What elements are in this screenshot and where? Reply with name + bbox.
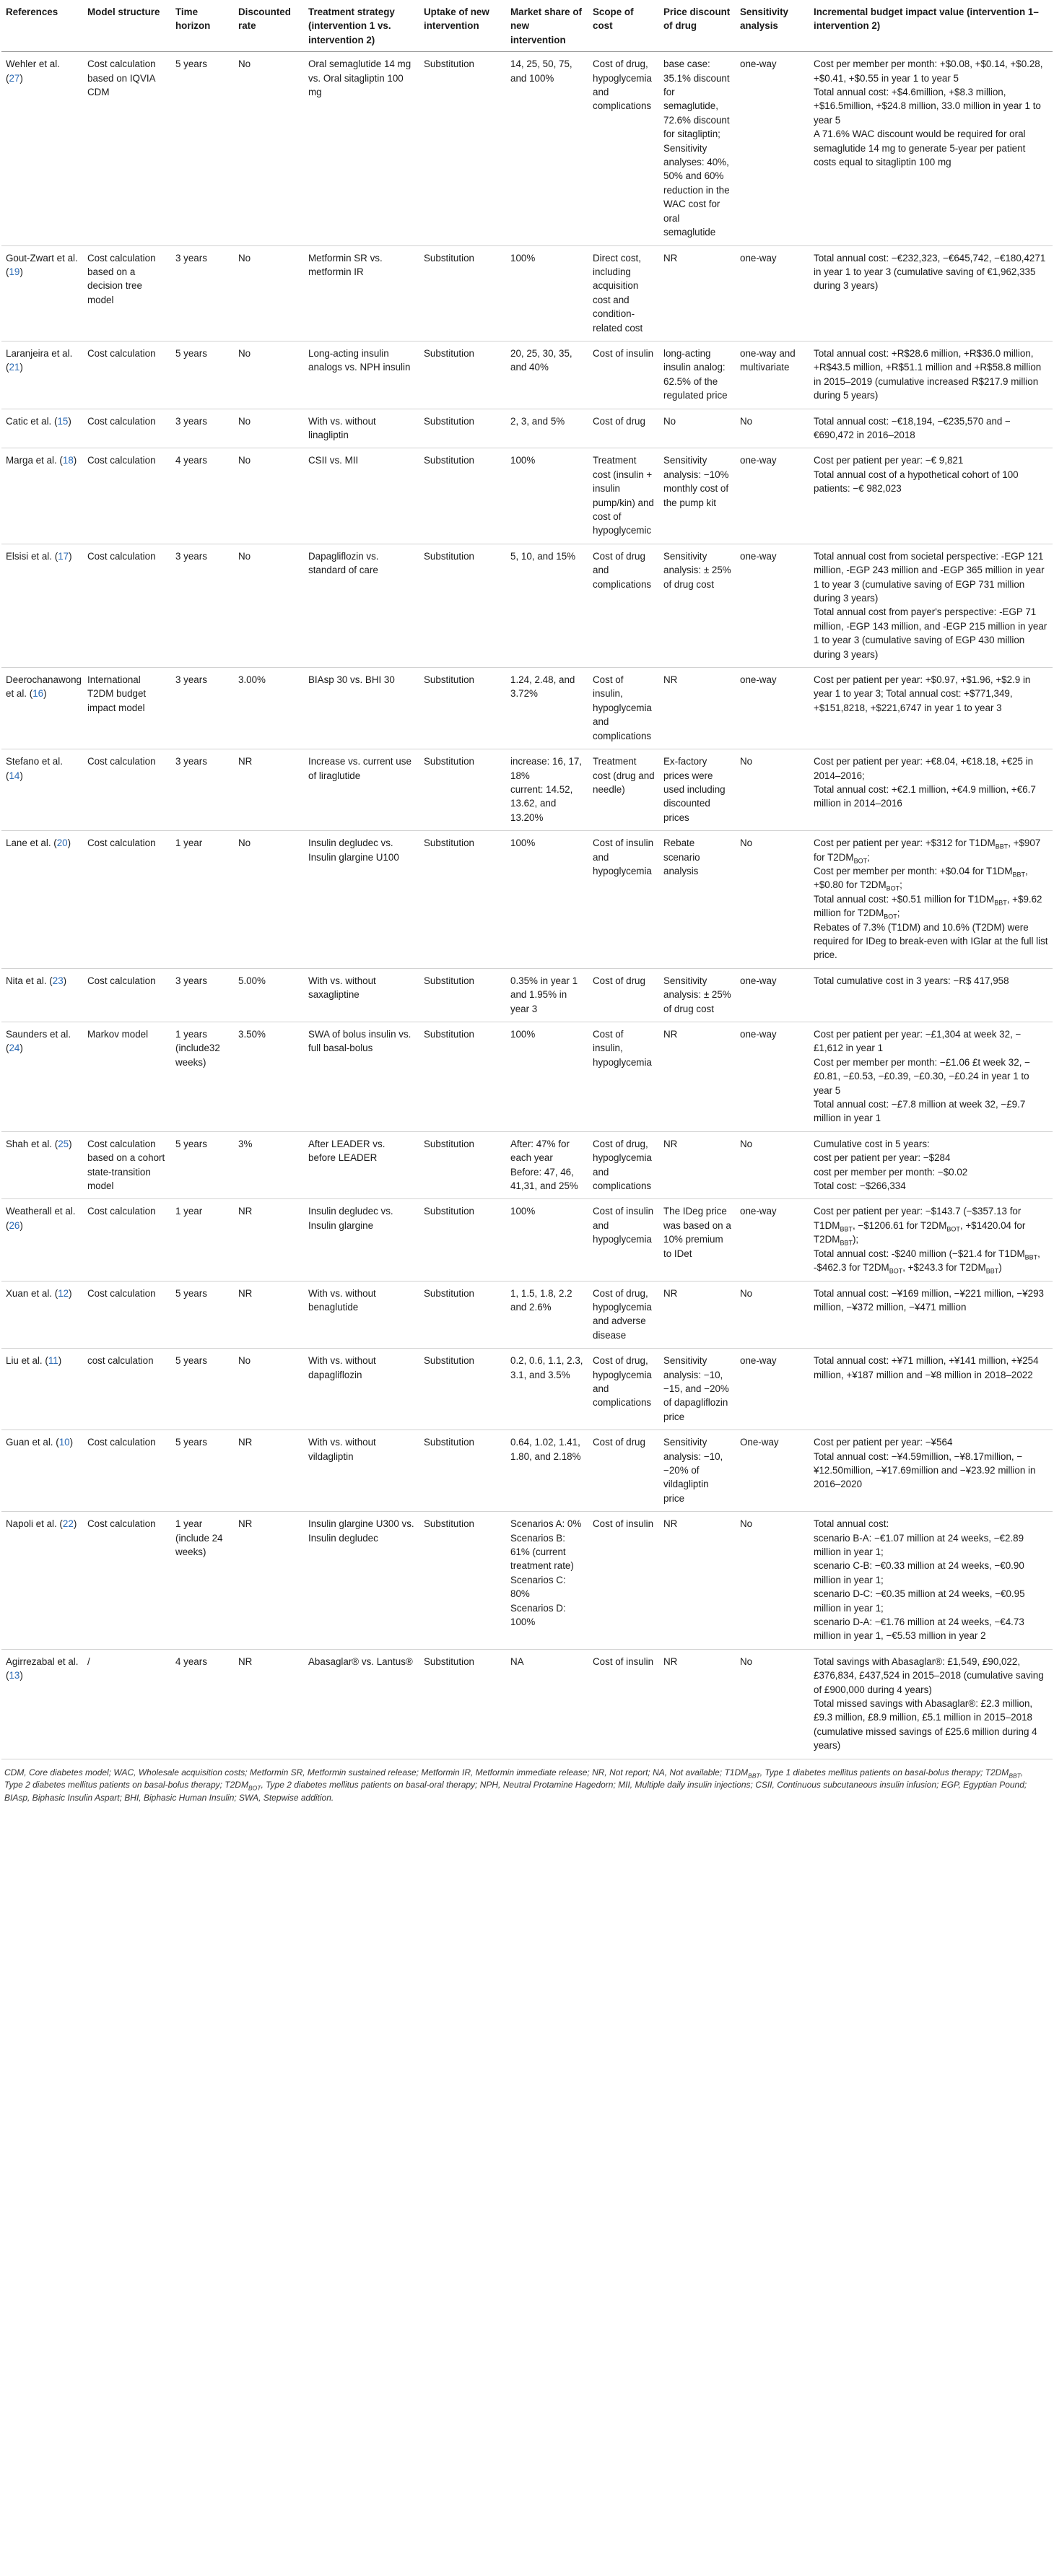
treatment-strategy-cell: With vs. without saxagliptine — [304, 968, 419, 1022]
reference-link[interactable]: 14 — [9, 770, 20, 781]
incremental-budget-impact-cell: Total annual cost: −€18,194, −€235,570 and −€690,472 in 2016–2018 — [809, 409, 1053, 448]
table-row — [1, 968, 1053, 1022]
reference-name: Elsisi et al. ( — [6, 550, 58, 562]
incremental-budget-impact-cell: Total annual cost: scenario B-A: −€1.07 million at 24 weeks, −€2.89 million in year 1; scenario C-B: −€0.33 million at 24 weeks, −€0.90 million in year 1; scenario D-C: −€0.35 million at 24 weeks, −€0.95 million in year 1; scenario D-A: −€1.76 million at 24 weeks, −€4.73 million in year 1, −€5.53 million in year 2 — [809, 1512, 1053, 1650]
market-share-cell: 2, 3, and 5% — [506, 409, 588, 448]
scope-of-cost-cell: Cost of insulin — [588, 1649, 659, 1759]
sensitivity-analysis-cell: No — [736, 1649, 809, 1759]
incremental-budget-impact-cell: Total annual cost: −¥169 million, −¥221 million, −¥293 million, −¥372 million, −¥471 million — [809, 1281, 1053, 1349]
market-share-cell: 5, 10, and 15% — [506, 544, 588, 667]
reference-cell: Xuan et al. (12) — [1, 1281, 83, 1349]
model-structure-cell: Cost calculation — [83, 409, 171, 448]
sensitivity-analysis-cell: one-way — [736, 448, 809, 544]
header-sensitivity-analysis: Sensitivity analysis — [736, 0, 809, 52]
discounted-rate-cell: 3.00% — [234, 668, 304, 749]
uptake-cell: Substitution — [419, 1430, 506, 1512]
price-discount-cell: NR — [659, 245, 736, 341]
table-footnote: CDM, Core diabetes model; WAC, Wholesale acquisition costs; Metformin SR, Metformin sustained release; Metformin IR, Metformin immediate release; NR, Not report; NA, Not available; $T1DM_{BBT}$, Type 1 diabetes mellitus patients on basal-bolus therapy; $T2DM_{BBT}$, Type 2 diabetes mellitus patients on basal-bolus therapy; $T2DM_{BOT}$, Type 2 diabetes mellitus patients on basal-oral therapy; NPH, Neutral Protamine Hagedorn; MII, Multiple daily insulin injections; CSII, Continuous subcutaneous insulin infusion; EGP, Egyptian Pound; BIAsp, Biphasic Insulin Aspart; BHI, Biphasic Human Insulin; SWA, Stepwise addition. — [4, 1767, 1027, 1803]
scope-of-cost-cell: Cost of drug, hypoglycemia and complications — [588, 1131, 659, 1199]
reference-cell: Saunders et al. (24) — [1, 1022, 83, 1132]
scope-of-cost-cell: Cost of drug, hypoglycemia and adverse disease — [588, 1281, 659, 1349]
model-structure-cell: Cost calculation — [83, 1430, 171, 1512]
discounted-rate-cell: NR — [234, 749, 304, 831]
time-horizon-cell: 5 years — [171, 341, 234, 409]
time-horizon-cell: 3 years — [171, 245, 234, 341]
reference-link[interactable]: 20 — [56, 837, 68, 849]
model-structure-cell: Cost calculation — [83, 749, 171, 831]
discounted-rate-cell: NR — [234, 1430, 304, 1512]
incremental-budget-impact-cell: Cost per patient per year: −€ 9,821 Total annual cost of a hypothetical cohort of 100 patients: −€ 982,023 — [809, 448, 1053, 544]
time-horizon-cell: 3 years — [171, 409, 234, 448]
table-row — [1, 1281, 1053, 1349]
header-model-structure: Model structure — [83, 0, 171, 52]
time-horizon-cell: 3 years — [171, 968, 234, 1022]
model-structure-cell: Markov model — [83, 1022, 171, 1132]
header-market-share: Market share of new intervention — [506, 0, 588, 52]
reference-link[interactable]: 17 — [58, 550, 69, 562]
scope-of-cost-cell: Cost of drug, hypoglycemia and complications — [588, 52, 659, 245]
market-share-cell: 0.2, 0.6, 1.1, 2.3, 3.1, and 3.5% — [506, 1349, 588, 1430]
table-row — [1, 544, 1053, 667]
sensitivity-analysis-cell: No — [736, 749, 809, 831]
table-row — [1, 409, 1053, 448]
reference-name: Lane et al. ( — [6, 837, 57, 849]
incremental-budget-impact-cell: Cost per patient per year: −$143.7 (−$357.13 for $T1DM_{BBT}$, −$1206.61 for $T2DM_{BOT}$, +$1420.04 for $T2DM_{BBT}$); Total annual cost: -$240 million (−$21.4 for $T1DM_{BBT}$, -$462.3 for $T2DM_{BOT}$, +$243.3 for $T2DM_{BBT}$) — [809, 1199, 1053, 1281]
reference-link[interactable]: 13 — [9, 1670, 20, 1681]
treatment-strategy-cell: Increase vs. current use of liraglutide — [304, 749, 419, 831]
incremental-budget-impact-cell: Total cumulative cost in 3 years: −R$ 417,958 — [809, 968, 1053, 1022]
sensitivity-analysis-cell: one-way — [736, 668, 809, 749]
discounted-rate-cell: NR — [234, 1199, 304, 1281]
reference-link[interactable]: 15 — [57, 415, 69, 427]
sensitivity-analysis-cell: one-way — [736, 1199, 809, 1281]
price-discount-cell: No — [659, 409, 736, 448]
treatment-strategy-cell: Long-acting insulin analogs vs. NPH insulin — [304, 341, 419, 409]
incremental-budget-impact-cell: Total annual cost: −€232,323, −€645,742, −€180,4271 in year 1 to year 3 (cumulative saving of €1,962,335 during 3 years) — [809, 245, 1053, 341]
uptake-cell: Substitution — [419, 1022, 506, 1132]
scope-of-cost-cell: Cost of insulin, hypoglycemia — [588, 1022, 659, 1132]
reference-link[interactable]: 25 — [58, 1138, 69, 1149]
scope-of-cost-cell: Treatment cost (insulin + insulin pump/kin) and cost of hypoglycemic — [588, 448, 659, 544]
market-share-cell: 0.35% in year 1 and 1.95% in year 3 — [506, 968, 588, 1022]
table-row — [1, 448, 1053, 544]
table-row — [1, 831, 1053, 969]
header-discounted-rate: Discounted rate — [234, 0, 304, 52]
discounted-rate-cell: No — [234, 1349, 304, 1430]
reference-link[interactable]: 10 — [58, 1437, 70, 1448]
discounted-rate-cell: No — [234, 245, 304, 341]
uptake-cell: Substitution — [419, 245, 506, 341]
uptake-cell: Substitution — [419, 1512, 506, 1650]
incremental-budget-impact-cell: Total annual cost from societal perspective: -EGP 121 million, -EGP 243 million and -EGP 365 million in year 1 to year 3 (cumulative saving of EGP 731 million during 3 years) Total annual cost from payer's perspective: -EGP 71 million, -EGP 143 million, and -EGP 215 million in year 1 to year 3 (cumulative saving of EGP 430 million during 3 years) — [809, 544, 1053, 667]
market-share-cell: NA — [506, 1649, 588, 1759]
sensitivity-analysis-cell: No — [736, 409, 809, 448]
table-row — [1, 1022, 1053, 1132]
uptake-cell: Substitution — [419, 409, 506, 448]
table-row — [1, 1649, 1053, 1759]
reference-cell: Liu et al. (11) — [1, 1349, 83, 1430]
reference-link[interactable]: 22 — [62, 1518, 74, 1530]
time-horizon-cell: 1 years (include32 weeks) — [171, 1022, 234, 1132]
reference-name: Stefano et al. ( — [6, 756, 63, 781]
header-incremental-budget-impact: Incremental budget impact value (intervention 1–intervention 2) — [809, 0, 1053, 52]
model-structure-cell: Cost calculation — [83, 544, 171, 667]
scope-of-cost-cell: Cost of drug, hypoglycemia and complications — [588, 1349, 659, 1430]
model-structure-cell: Cost calculation — [83, 448, 171, 544]
reference-name: Deerochanawong et al. ( — [6, 674, 82, 700]
scope-of-cost-cell: Treatment cost (drug and needle) — [588, 749, 659, 831]
header-references: References — [1, 0, 83, 52]
market-share-cell: 100% — [506, 1022, 588, 1132]
discounted-rate-cell: NR — [234, 1649, 304, 1759]
reference-link[interactable]: 16 — [32, 688, 44, 700]
header-treatment-strategy: Treatment strategy (intervention 1 vs. intervention 2) — [304, 0, 419, 52]
reference-name: Napoli et al. ( — [6, 1518, 63, 1530]
reference-cell: Guan et al. (10) — [1, 1430, 83, 1512]
scope-of-cost-cell: Cost of drug and complications — [588, 544, 659, 667]
market-share-cell: 100% — [506, 245, 588, 341]
reference-link[interactable]: 11 — [48, 1355, 58, 1367]
scope-of-cost-cell: Cost of insulin, hypoglycemia and complications — [588, 668, 659, 749]
reference-cell: Laranjeira et al. (21) — [1, 341, 83, 409]
uptake-cell: Substitution — [419, 831, 506, 969]
treatment-strategy-cell: Insulin glargine U300 vs. Insulin degludec — [304, 1512, 419, 1650]
time-horizon-cell: 4 years — [171, 1649, 234, 1759]
sensitivity-analysis-cell: No — [736, 831, 809, 969]
table-header-row — [1, 0, 1053, 52]
reference-cell: Nita et al. (23) — [1, 968, 83, 1022]
price-discount-cell: Rebate scenario analysis — [659, 831, 736, 969]
discounted-rate-cell: No — [234, 52, 304, 245]
price-discount-cell: NR — [659, 1512, 736, 1650]
treatment-strategy-cell: BIAsp 30 vs. BHI 30 — [304, 668, 419, 749]
uptake-cell: Substitution — [419, 1131, 506, 1199]
table-row — [1, 341, 1053, 409]
market-share-cell: Scenarios A: 0% Scenarios B: 61% (current treatment rate) Scenarios C: 80% Scenarios D: 100% — [506, 1512, 588, 1650]
reference-name: Gout-Zwart et al. ( — [6, 252, 78, 277]
discounted-rate-cell: No — [234, 831, 304, 969]
model-structure-cell: Cost calculation — [83, 1199, 171, 1281]
time-horizon-cell: 1 year — [171, 831, 234, 969]
scope-of-cost-cell: Direct cost, including acquisition cost and condition-related cost — [588, 245, 659, 341]
reference-link[interactable]: 26 — [9, 1219, 20, 1231]
treatment-strategy-cell: Dapagliflozin vs. standard of care — [304, 544, 419, 667]
reference-name: Saunders et al. ( — [6, 1029, 71, 1054]
header-price-discount: Price discount of drug — [659, 0, 736, 52]
sensitivity-analysis-cell: one-way — [736, 245, 809, 341]
table-row — [1, 1512, 1053, 1650]
incremental-budget-impact-cell: Cumulative cost in 5 years: cost per patient per year: −$284 cost per member per month: −$0.02 Total cost: −$266,334 — [809, 1131, 1053, 1199]
model-structure-cell: International T2DM budget impact model — [83, 668, 171, 749]
reference-cell: Lane et al. (20) — [1, 831, 83, 969]
market-share-cell: 1.24, 2.48, and 3.72% — [506, 668, 588, 749]
reference-cell: Gout-Zwart et al. (19) — [1, 245, 83, 341]
time-horizon-cell: 3 years — [171, 668, 234, 749]
table-row — [1, 1430, 1053, 1512]
treatment-strategy-cell: With vs. without linagliptin — [304, 409, 419, 448]
price-discount-cell: Sensitivity analysis: ± 25% of drug cost — [659, 544, 736, 667]
discounted-rate-cell: NR — [234, 1512, 304, 1650]
price-discount-cell: long-acting insulin analog: 62.5% of the regulated price — [659, 341, 736, 409]
model-structure-cell: / — [83, 1649, 171, 1759]
incremental-budget-impact-cell: Total annual cost: +R$28.6 million, +R$36.0 million, +R$43.5 million, +R$51.1 million and +R$58.8 million in 2015–2019 (cumulative increased R$217.9 million during 5 years) — [809, 341, 1053, 409]
uptake-cell: Substitution — [419, 52, 506, 245]
reference-name: Xuan et al. ( — [6, 1287, 58, 1299]
reference-link[interactable]: 18 — [62, 455, 74, 466]
price-discount-cell: NR — [659, 668, 736, 749]
scope-of-cost-cell: Cost of drug — [588, 1430, 659, 1512]
treatment-strategy-cell: Insulin degludec vs. Insulin glargine U100 — [304, 831, 419, 969]
model-structure-cell: Cost calculation — [83, 968, 171, 1022]
market-share-cell: After: 47% for each year Before: 47, 46, 41,31, and 25% — [506, 1131, 588, 1199]
reference-link[interactable]: 12 — [58, 1287, 69, 1299]
discounted-rate-cell: No — [234, 544, 304, 667]
market-share-cell: 100% — [506, 448, 588, 544]
table-row — [1, 749, 1053, 831]
table-row — [1, 1131, 1053, 1199]
incremental-budget-impact-cell: Cost per patient per year: +€8.04, +€18.18, +€25 in 2014–2016; Total annual cost: +€2.1 million, +€4.9 million, +€6.7 million in 2014–2016 — [809, 749, 1053, 831]
time-horizon-cell: 1 year (include 24 weeks) — [171, 1512, 234, 1650]
market-share-cell: 1, 1.5, 1.8, 2.2 and 2.6% — [506, 1281, 588, 1349]
market-share-cell: 20, 25, 30, 35, and 40% — [506, 341, 588, 409]
discounted-rate-cell: 3.50% — [234, 1022, 304, 1132]
sensitivity-analysis-cell: one-way — [736, 52, 809, 245]
reference-cell: Wehler et al. (27) — [1, 52, 83, 245]
discounted-rate-cell: No — [234, 409, 304, 448]
treatment-strategy-cell: SWA of bolus insulin vs. full basal-bolus — [304, 1022, 419, 1132]
model-structure-cell: cost calculation — [83, 1349, 171, 1430]
reference-cell: Weatherall et al. (26) — [1, 1199, 83, 1281]
market-share-cell: increase: 16, 17, 18% current: 14.52, 13.62, and 13.20% — [506, 749, 588, 831]
reference-cell: Elsisi et al. (17) — [1, 544, 83, 667]
incremental-budget-impact-cell: Total savings with Abasaglar®: £1,549, £90,022, £376,834, £437,524 in 2015–2018 (cumulative saving of £900,000 during 4 years) Total missed savings with Abasaglar®: £2.3 million, £9.3 million, £8.9 million, £5.1 million in 2015–2018 (cumulative missed savings of £25.6 million during 4 years) — [809, 1649, 1053, 1759]
uptake-cell: Substitution — [419, 668, 506, 749]
model-structure-cell: Cost calculation — [83, 1281, 171, 1349]
reference-name: Guan et al. ( — [6, 1437, 59, 1448]
reference-cell: Marga et al. (18) — [1, 448, 83, 544]
reference-name: Laranjeira et al. ( — [6, 347, 73, 373]
price-discount-cell: Sensitivity analysis: ± 25% of drug cost — [659, 968, 736, 1022]
scope-of-cost-cell: Cost of insulin and hypoglycemia — [588, 831, 659, 969]
sensitivity-analysis-cell: one-way — [736, 544, 809, 667]
time-horizon-cell: 1 year — [171, 1199, 234, 1281]
scope-of-cost-cell: Cost of insulin and hypoglycemia — [588, 1199, 659, 1281]
model-structure-cell: Cost calculation — [83, 341, 171, 409]
price-discount-cell: Ex-factory prices were used including discounted prices — [659, 749, 736, 831]
time-horizon-cell: 5 years — [171, 52, 234, 245]
header-uptake: Uptake of new intervention — [419, 0, 506, 52]
reference-name: Liu et al. ( — [6, 1355, 48, 1367]
uptake-cell: Substitution — [419, 749, 506, 831]
model-structure-cell: Cost calculation based on a decision tree model — [83, 245, 171, 341]
uptake-cell: Substitution — [419, 1281, 506, 1349]
sensitivity-analysis-cell: one-way — [736, 1022, 809, 1132]
time-horizon-cell: 5 years — [171, 1430, 234, 1512]
uptake-cell: Substitution — [419, 544, 506, 667]
table-row — [1, 1349, 1053, 1430]
price-discount-cell: The IDeg price was based on a 10% premium to IDet — [659, 1199, 736, 1281]
reference-link[interactable]: 23 — [52, 975, 64, 986]
reference-name: Shah et al. ( — [6, 1138, 58, 1149]
reference-name: Weatherall et al. ( — [6, 1206, 76, 1231]
reference-cell: Stefano et al. (14) — [1, 749, 83, 831]
time-horizon-cell: 5 years — [171, 1281, 234, 1349]
treatment-strategy-cell: Insulin degludec vs. Insulin glargine — [304, 1199, 419, 1281]
reference-name: Catic et al. ( — [6, 415, 58, 427]
incremental-budget-impact-cell: Cost per patient per year: +$312 for $T1DM_{BBT}$, +$907 for $T2DM_{BOT}$; Cost per member per month: +$0.04 for $T1DM_{BBT}$, +$0.80 for $T2DM_{BOT}$; Total annual cost: +$0.51 million for $T1DM_{BBT}$, +$9.62 million for $T2DM_{BOT}$; Rebates of 7.3% (T1DM) and 10.6% (T2DM) were required for IDeg to break-even with IGlar at the full list price. — [809, 831, 1053, 969]
sensitivity-analysis-cell: one-way — [736, 1349, 809, 1430]
treatment-strategy-cell: After LEADER vs. before LEADER — [304, 1131, 419, 1199]
scope-of-cost-cell: Cost of drug — [588, 409, 659, 448]
treatment-strategy-cell: With vs. without vildagliptin — [304, 1430, 419, 1512]
market-share-cell: 100% — [506, 1199, 588, 1281]
uptake-cell: Substitution — [419, 968, 506, 1022]
table-row — [1, 52, 1053, 245]
time-horizon-cell: 3 years — [171, 544, 234, 667]
discounted-rate-cell: 5.00% — [234, 968, 304, 1022]
incremental-budget-impact-cell: Cost per patient per year: −¥564 Total annual cost: −¥4.59million, −¥8.17million, −¥12.50million, −¥17.69million and −¥23.92 million in 2016–2020 — [809, 1430, 1053, 1512]
uptake-cell: Substitution — [419, 1349, 506, 1430]
treatment-strategy-cell: With vs. without dapagliflozin — [304, 1349, 419, 1430]
incremental-budget-impact-cell: Cost per member per month: +$0.08, +$0.14, +$0.28, +$0.41, +$0.55 in year 1 to year 5 Total annual cost: +$4.6million, +$8.3 million, +$16.5million, +$24.8 million, 33.0 million in year 1 to year 5 A 71.6% WAC discount would be required for oral semaglutide 14 mg to generate 5-year per patient costs equal to sitagliptin 100 mg — [809, 52, 1053, 245]
time-horizon-cell: 4 years — [171, 448, 234, 544]
time-horizon-cell: 5 years — [171, 1349, 234, 1430]
reference-link[interactable]: 19 — [9, 266, 20, 277]
treatment-strategy-cell: Abasaglar® vs. Lantus® — [304, 1649, 419, 1759]
budget-impact-table — [1, 0, 1053, 1759]
uptake-cell: Substitution — [419, 341, 506, 409]
table-row — [1, 1199, 1053, 1281]
discounted-rate-cell: 3% — [234, 1131, 304, 1199]
model-structure-cell: Cost calculation — [83, 831, 171, 969]
reference-link[interactable]: 24 — [9, 1043, 20, 1054]
sensitivity-analysis-cell: One-way — [736, 1430, 809, 1512]
sensitivity-analysis-cell: one-way — [736, 968, 809, 1022]
treatment-strategy-cell: Metformin SR vs. metformin IR — [304, 245, 419, 341]
market-share-cell: 14, 25, 50, 75, and 100% — [506, 52, 588, 245]
incremental-budget-impact-cell: Cost per patient per year: −£1,304 at week 32, −£1,612 in year 1 Cost per member per month: −£1.06 £t week 32, −£0.81, −£0.53, −£0.39, −£0.30, −£0.24 in year 1 to year 5 Total annual cost: −£7.8 million at week 32, −£9.7 million in year 1 — [809, 1022, 1053, 1132]
incremental-budget-impact-cell: Cost per patient per year: +$0.97, +$1.96, +$2.9 in year 1 to year 3; Total annual cost: +$771,349, +$151,8218, +$221,6747 in year 1 to year 3 — [809, 668, 1053, 749]
uptake-cell: Substitution — [419, 1649, 506, 1759]
incremental-budget-impact-cell: Total annual cost: +¥71 million, +¥141 million, +¥254 million, +¥187 million and −¥8 million in 2018–2022 — [809, 1349, 1053, 1430]
reference-cell: Catic et al. (15) — [1, 409, 83, 448]
reference-cell: Agirrezabal et al. (13) — [1, 1649, 83, 1759]
uptake-cell: Substitution — [419, 448, 506, 544]
sensitivity-analysis-cell: No — [736, 1281, 809, 1349]
price-discount-cell: Sensitivity analysis: −10, −20% of vildagliptin price — [659, 1430, 736, 1512]
price-discount-cell: Sensitivity analysis: −10, −15, and −20% of dapagliflozin price — [659, 1349, 736, 1430]
price-discount-cell: NR — [659, 1649, 736, 1759]
reference-cell: Shah et al. (25) — [1, 1131, 83, 1199]
price-discount-cell: base case: 35.1% discount for semaglutide, 72.6% discount for sitagliptin; Sensitivity analyses: 40%, 50% and 60% reduction in the WAC cost for oral semaglutide — [659, 52, 736, 245]
sensitivity-analysis-cell: No — [736, 1131, 809, 1199]
model-structure-cell: Cost calculation — [83, 1512, 171, 1650]
scope-of-cost-cell: Cost of drug — [588, 968, 659, 1022]
discounted-rate-cell: No — [234, 341, 304, 409]
scope-of-cost-cell: Cost of insulin — [588, 341, 659, 409]
price-discount-cell: NR — [659, 1281, 736, 1349]
reference-cell: Napoli et al. (22) — [1, 1512, 83, 1650]
treatment-strategy-cell: Oral semaglutide 14 mg vs. Oral sitagliptin 100 mg — [304, 52, 419, 245]
reference-link[interactable]: 21 — [9, 362, 20, 373]
treatment-strategy-cell: With vs. without benaglutide — [304, 1281, 419, 1349]
reference-name: Marga et al. ( — [6, 455, 63, 466]
scope-of-cost-cell: Cost of insulin — [588, 1512, 659, 1650]
price-discount-cell: NR — [659, 1022, 736, 1132]
model-structure-cell: Cost calculation based on a cohort state-transition model — [83, 1131, 171, 1199]
table-row — [1, 245, 1053, 341]
header-time-horizon: Time horizon — [171, 0, 234, 52]
price-discount-cell: NR — [659, 1131, 736, 1199]
market-share-cell: 100% — [506, 831, 588, 969]
market-share-cell: 0.64, 1.02, 1.41, 1.80, and 2.18% — [506, 1430, 588, 1512]
reference-link[interactable]: 27 — [9, 72, 20, 84]
sensitivity-analysis-cell: one-way and multivariate — [736, 341, 809, 409]
sensitivity-analysis-cell: No — [736, 1512, 809, 1650]
price-discount-cell: Sensitivity analysis: −10% monthly cost of the pump kit — [659, 448, 736, 544]
uptake-cell: Substitution — [419, 1199, 506, 1281]
reference-name: Agirrezabal et al. ( — [6, 1655, 79, 1681]
reference-name: Nita et al. ( — [6, 975, 53, 986]
reference-cell: Deerochanawong et al. (16) — [1, 668, 83, 749]
reference-name: Wehler et al. ( — [6, 58, 60, 84]
header-scope-of-cost: Scope of cost — [588, 0, 659, 52]
time-horizon-cell: 3 years — [171, 749, 234, 831]
time-horizon-cell: 5 years — [171, 1131, 234, 1199]
treatment-strategy-cell: CSII vs. MII — [304, 448, 419, 544]
table-row — [1, 668, 1053, 749]
table-body — [1, 52, 1053, 1759]
discounted-rate-cell: No — [234, 448, 304, 544]
model-structure-cell: Cost calculation based on IQVIA CDM — [83, 52, 171, 245]
discounted-rate-cell: NR — [234, 1281, 304, 1349]
